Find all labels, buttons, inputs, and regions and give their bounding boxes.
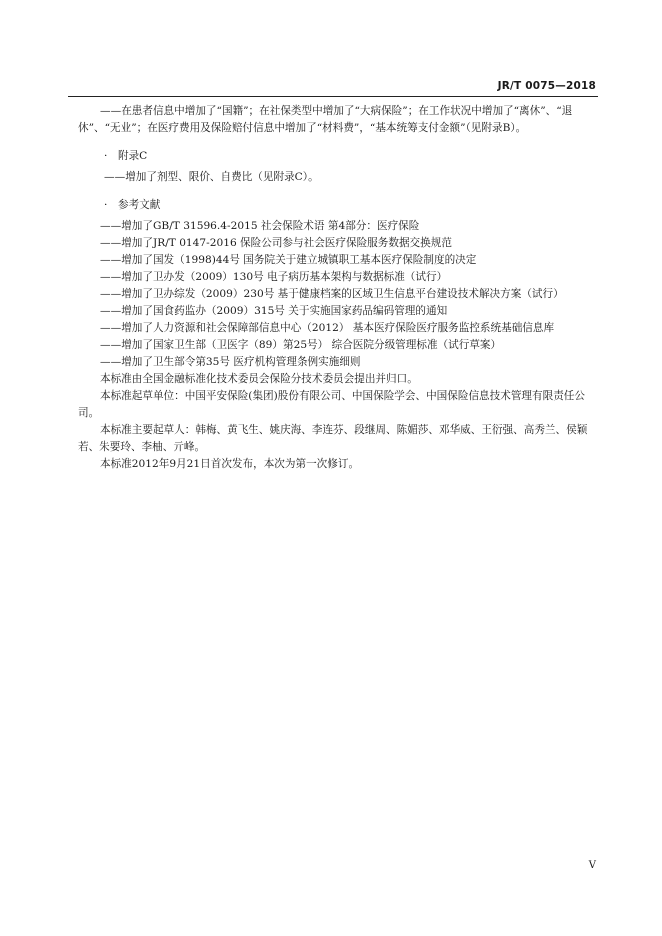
reference-item: ——增加了国发（1998)44号 国务院关于建立城镇职工基本医疗保险制度的决定: [100, 254, 477, 266]
reference-item: ——增加了人力资源和社会保障部信息中心（2012） 基本医疗保险医疗服务监控系统基础信息库: [100, 322, 555, 334]
document-code: JR/T 0075—2018: [497, 80, 596, 92]
section-heading-references: · 参考文献: [78, 197, 596, 214]
reference-item: ——增加了GB/T 31596.4-2015 社会保险术语 第4部分：医疗保险: [100, 220, 420, 232]
bullet-icon: ·: [104, 199, 108, 211]
header-rule: [68, 96, 598, 97]
reference-item: ——增加了JR/T 0147-2016 保险公司参与社会医疗保险服务数据交换规范: [100, 237, 452, 249]
page-content: [78, 103, 596, 473]
appendix-c-item: ——增加了剂型、限价、自费比（见附录C）。: [104, 171, 319, 183]
drafters-paragraph: 本标准主要起草人：韩梅、黄飞生、姚庆海、李连芬、段继周、陈媚莎、邓华威、王衍强、高秀兰、侯颖若、朱要玲、李柚、亓峰。: [78, 424, 588, 453]
reference-item: ——增加了国家卫生部（卫医字（89）第25号） 综合医院分级管理标准（试行草案）: [100, 339, 502, 351]
responsible-body-paragraph: 本标准由全国金融标准化技术委员会保险分技术委员会提出并归口。: [100, 373, 418, 385]
intro-paragraph: ——在患者信息中增加了“国籍”；在社保类型中增加了“大病保险”；在工作状况中增加了“离休”、“退休”、“无业”；在医疗费用及保险赔付信息中增加了“材料费”，“基本统筹支付金额”（见附录B）。: [78, 105, 573, 134]
reference-item: ——增加了卫办发（2009）130号 电子病历基本架构与数据标准（试行）: [100, 271, 448, 283]
reference-item: ——增加了卫生部令第35号 医疗机构管理条例实施细则: [100, 356, 361, 368]
reference-item: ——增加了卫办综发（2009）230号 基于健康档案的区域卫生信息平台建设技术解决方案（试行）: [100, 288, 564, 300]
drafting-units-paragraph: 本标准起草单位：中国平安保险(集团)股份有限公司、中国保险学会、中国保险信息技术管理有限责任公司。: [78, 390, 585, 419]
bullet-icon: ·: [104, 150, 108, 162]
page-number: V: [588, 860, 596, 871]
section-heading-appendix-c: · 附录C: [78, 148, 596, 165]
reference-item: ——增加了国食药监办（2009）315号 关于实施国家药品编码管理的通知: [100, 305, 448, 317]
publication-history-paragraph: 本标准2012年9月21日首次发布，本次为第一次修订。: [100, 458, 360, 470]
